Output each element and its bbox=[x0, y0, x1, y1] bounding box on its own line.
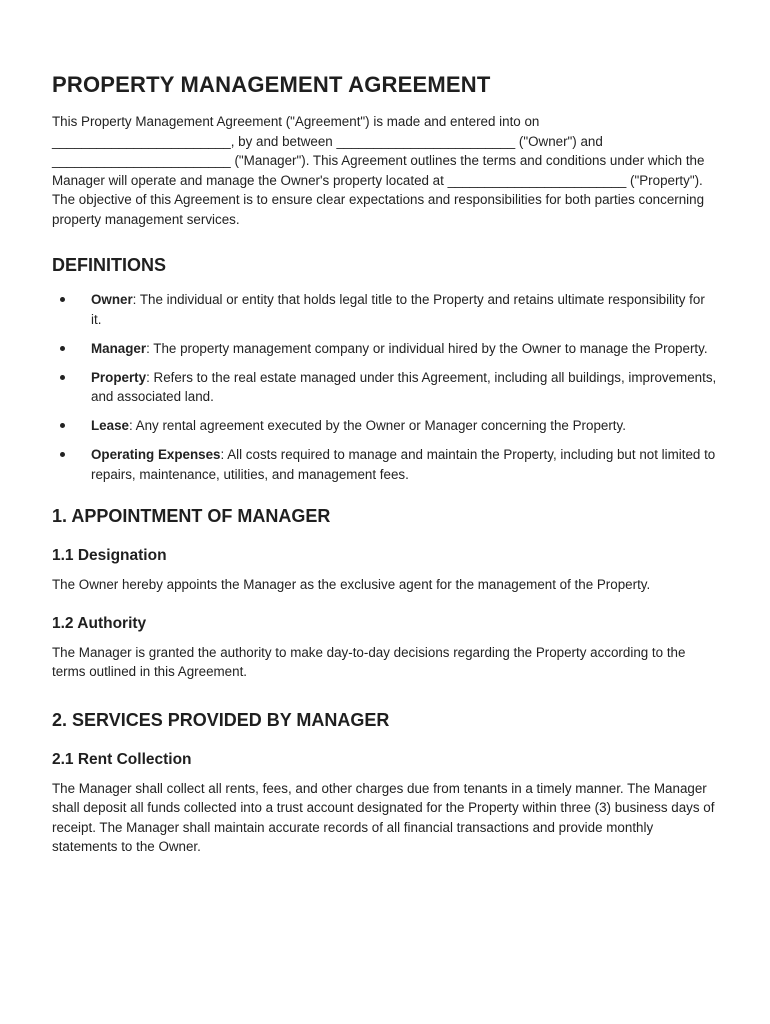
definitions-heading: DEFINITIONS bbox=[52, 255, 167, 275]
definition-text: : Refers to the real estate managed under this Agreement, including all buildings, improvements, and associated land. bbox=[91, 369, 717, 404]
definition-term: Manager bbox=[91, 340, 147, 356]
document-title: PROPERTY MANAGEMENT AGREEMENT bbox=[52, 72, 491, 97]
intro-paragraph: This Property Management Agreement ("Agreement") is made and entered into on ________________________, by and between ________________________ ("Owner") and ________________________ ("Manager"). This Agreement outlines the terms and conditions under which the Manager will operate and manage the Owner's property located at ________________________ ("Property"). The objective of this Agreement is to ensure clear expectations and responsibilities for both parties concerning property management services. bbox=[52, 114, 705, 227]
definition-text: : Any rental agreement executed by the Owner or Manager concerning the Property. bbox=[128, 418, 626, 433]
section-1-1-text: The Owner hereby appoints the Manager as the exclusive agent for the management of the Property. bbox=[52, 577, 651, 592]
definition-term: Operating Expenses bbox=[91, 447, 221, 462]
bullet-icon bbox=[60, 423, 65, 428]
list-item bbox=[52, 290, 718, 329]
section-2-heading: 2. SERVICES PROVIDED BY MANAGER bbox=[52, 709, 390, 730]
bullet-icon bbox=[60, 452, 65, 457]
list-item bbox=[52, 445, 718, 484]
list-item bbox=[52, 368, 718, 407]
section-2-1-text: The Manager shall collect all rents, fees, and other charges due from tenants in a timely manner. The Manager shall deposit all funds collected into a trust account designated for the Property within three (3) business days of receipt. The Manager shall maintain accurate records of all financial transactions and provide monthly statements to the Owner. bbox=[52, 780, 715, 854]
definition-term: Owner bbox=[91, 292, 133, 307]
list-item bbox=[52, 416, 718, 436]
list-item bbox=[52, 339, 718, 359]
definitions-list bbox=[52, 290, 718, 484]
section-1-heading: 1. APPOINTMENT OF MANAGER bbox=[52, 506, 331, 526]
definition-term: Property bbox=[91, 369, 147, 385]
bullet-icon bbox=[60, 375, 65, 380]
definition-text: : The individual or entity that holds legal title to the Property and retains ultimate responsibility for it. bbox=[91, 292, 705, 327]
definition-text: : The property management company or individual hired by the Owner to manage the Property. bbox=[146, 340, 708, 356]
section-2-1-heading: 2.1 Rent Collection bbox=[52, 750, 192, 768]
section-1-2-heading: 1.2 Authority bbox=[52, 614, 147, 632]
bullet-icon bbox=[60, 297, 65, 302]
section-1-2-text: The Manager is granted the authority to make day-to-day decisions regarding the Property according to the terms outlined in this Agreement. bbox=[52, 644, 686, 679]
section-1-1-heading: 1.1 Designation bbox=[52, 547, 167, 564]
definition-text: : All costs required to manage and maintain the Property, including but not limited to repairs, maintenance, utilities, and management fees. bbox=[91, 447, 716, 482]
definition-term: Lease bbox=[91, 418, 129, 433]
bullet-icon bbox=[60, 346, 65, 351]
